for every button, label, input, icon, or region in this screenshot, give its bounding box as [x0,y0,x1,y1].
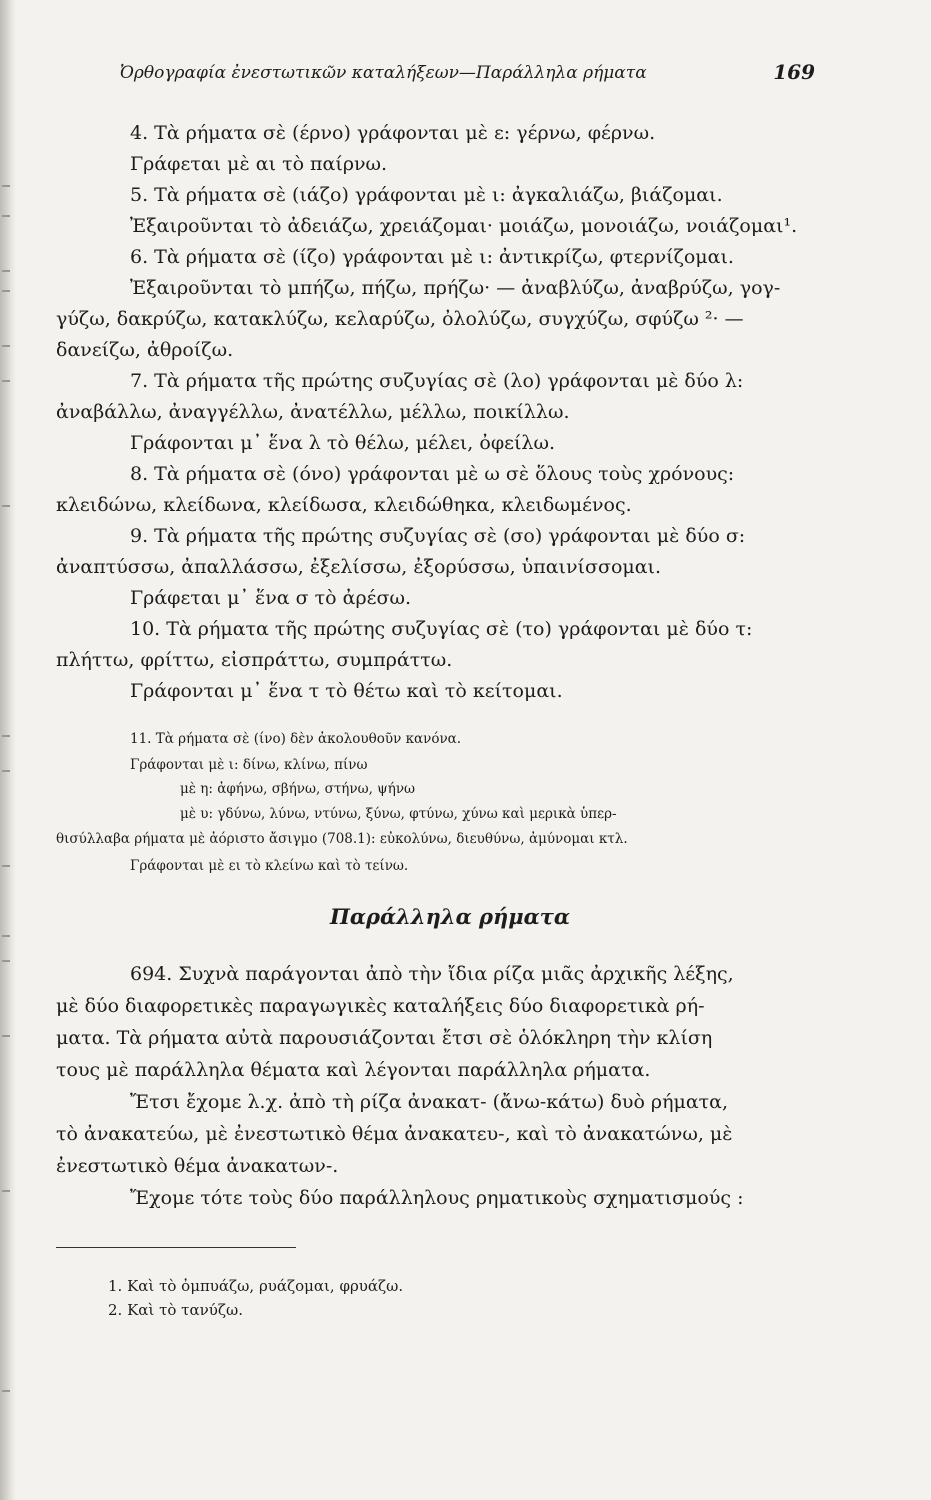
running-header [120,60,815,90]
footnote: 2. Καὶ τὸ τανύζω. [108,1301,243,1319]
section-line: ἐνεστωτικὸ θέμα ἀνακατων-. [56,1155,339,1177]
text-line: κλειδώνω, κλείδωνα, κλείδωσα, κλειδώθηκα, κλειδωμένος. [56,494,632,516]
page-number: 169 [773,60,815,84]
text-line: Γράφεται μὲ αι τὸ παίρνω. [130,153,388,175]
text-line: 5. Τὰ ρήματα σὲ (ιάζο) γράφονται μὲ ι: ἀγκαλιάζω, βιάζομαι. [130,184,723,206]
text-line-small: μὲ η: ἀφήνω, σβήνω, στήνω, ψήνω [180,781,416,797]
running-header-title: Ὀρθογραφία ἐνεστωτικῶν καταλήξεων—Παράλληλα ρήματα [120,63,647,83]
text-line: 8. Τὰ ρήματα σὲ (όνο) γράφονται μὲ ω σὲ ὅλους τοὺς χρόνους: [130,463,735,485]
text-line: ἀναβάλλω, ἀναγγέλλω, ἀνατέλλω, μέλλω, ποικίλλω. [56,401,570,423]
text-line-small: μὲ υ: γδύνω, λύνω, ντύνω, ξύνω, φτύνω, χύνω καὶ μερικὰ ὑπερ- [180,806,617,822]
section-line: Ἔχομε τότε τοὺς δύο παράλληλους ρηματικοὺς σχηματισμούς : [130,1187,744,1209]
text-line: Ἐξαιροῦνται τὸ ἀδειάζω, χρειάζομαι· μοιάζω, μονοιάζω, νοιάζομαι¹. [130,215,798,237]
section-line: τὸ ἀνακατεύω, μὲ ἐνεστωτικὸ θέμα ἀνακατευ-, καὶ τὸ ἀνακατώνω, μὲ [56,1123,733,1145]
section-line: τους μὲ παράλληλα θέματα καὶ λέγονται παράλληλα ρήματα. [56,1059,651,1081]
text-line: 9. Τὰ ρήματα τῆς πρώτης συζυγίας σὲ (σο) γράφονται μὲ δύο σ: [130,525,746,547]
text-line: δανείζω, ἀθροίζω. [56,339,234,361]
text-line: 4. Τὰ ρήματα σὲ (έρνο) γράφονται μὲ ε: γέρνω, φέρνω. [130,122,656,144]
footnote-rule [56,1247,296,1248]
section-line: Ἔτσι ἔχομε λ.χ. ἀπὸ τὴ ρίζα ἀνακατ- (ἄνω-κάτω) δυὸ ρήματα, [130,1091,729,1113]
text-line: Γράφεται μ᾽ ἕνα σ τὸ ἀρέσω. [130,587,412,609]
text-line-small: Γράφονται μὲ ι: δίνω, κλίνω, πίνω [130,757,368,773]
text-line: 6. Τὰ ρήματα σὲ (ίζο) γράφονται μὲ ι: ἀντικρίζω, φτερνίζομαι. [130,246,734,268]
text-line-small: Γράφονται μὲ ει τὸ κλείνω καὶ τὸ τείνω. [130,858,409,874]
text-line: ἀναπτύσσω, ἀπαλλάσσω, ἐξελίσσω, ἐξορύσσω, ὑπαινίσσομαι. [56,556,662,578]
footnote: 1. Καὶ τὸ ὀμπυάζω, ρυάζομαι, φρυάζω. [108,1277,404,1295]
text-line: γύζω, δακρύζω, κατακλύζω, κελαρύζω, ὀλολύζω, συγχύζω, σφύζω ²· — [56,308,744,330]
text-line-small: θισύλλαβα ρήματα μὲ ἀόριστο ἄσιγμο (708.1): εὐκολύνω, διευθύνω, ἀμύνομαι κτλ. [56,831,628,847]
section-line: 694. Συχνὰ παράγονται ἀπὸ τὴν ἴδια ρίζα μιᾶς ἀρχικῆς λέξης, [130,963,734,985]
text-line: 10. Τὰ ρήματα τῆς πρώτης συζυγίας σὲ (το) γράφονται μὲ δύο τ: [130,618,753,640]
text-line: 7. Τὰ ρήματα τῆς πρώτης συζυγίας σὲ (λο) γράφονται μὲ δύο λ: [130,370,744,392]
section-line: μὲ δύο διαφορετικὲς παραγωγικὲς καταλήξεις δύο διαφορετικὰ ρή- [56,995,705,1017]
text-line: Γράφονται μ᾽ ἕνα λ τὸ θέλω, μέλει, ὀφείλω. [130,432,555,454]
section-heading: Παράλληλα ρήματα [330,904,571,929]
text-line-small: 11. Τὰ ρήματα σὲ (ίνο) δὲν ἀκολουθοῦν κανόνα. [130,731,462,747]
text-line: πλήττω, φρίττω, εἰσπράττω, συμπράττω. [56,649,453,671]
text-line: Ἐξαιροῦνται τὸ μπήζω, πήζω, πρήζω· — ἀναβλύζω, ἀναβρύζω, γογ- [130,277,781,299]
section-line: ματα. Τὰ ρήματα αὐτὰ παρουσιάζονται ἔτσι σὲ ὁλόκληρη τὴν κλίση [56,1027,713,1049]
text-line: Γράφονται μ᾽ ἕνα τ τὸ θέτω καὶ τὸ κείτομαι. [130,680,563,702]
